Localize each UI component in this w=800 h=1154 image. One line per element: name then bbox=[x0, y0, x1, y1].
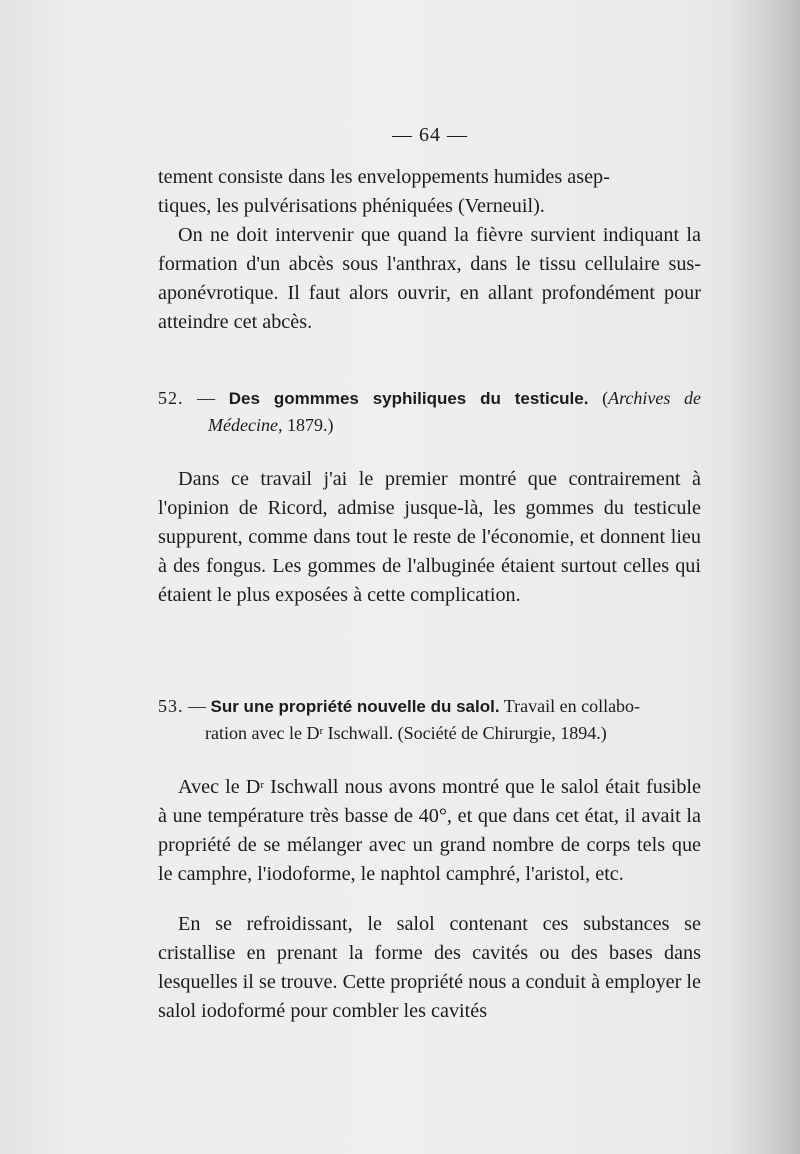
entry-description: Ischwall. (Société de Chirurgie, 1894.) bbox=[323, 723, 607, 743]
page-number: — 64 — bbox=[392, 124, 468, 146]
superscript: r bbox=[319, 725, 324, 737]
entry-line bbox=[158, 693, 701, 720]
text-run: Avec le D bbox=[178, 776, 261, 798]
bibliography-entry-53 bbox=[158, 693, 701, 747]
entry-dash: — bbox=[197, 388, 216, 408]
superscript: r bbox=[260, 779, 265, 791]
page-gutter-shadow bbox=[730, 0, 800, 1154]
paragraph-continuation bbox=[158, 163, 701, 221]
entry-number: 53. bbox=[158, 696, 184, 716]
paragraph-abscess: On ne doit intervenir que quand la fièvre survient indiquant la formation d'un abcès sous l'anthrax, dans le tissu cellulaire sus-aponévrotique. Il faut alors ouvrir, en allant profondément pour atteindre cet abcès. bbox=[158, 224, 701, 333]
entry-line bbox=[158, 720, 701, 747]
entry-dash: — bbox=[188, 696, 206, 716]
paragraph-line: tement consiste dans les enveloppements humides asep- bbox=[158, 166, 610, 188]
paragraph-entry-52: Dans ce travail j'ai le premier montré que contrairement à l'opinion de Ricord, admise jusque-là, les gommes du testicule suppurent, comme dans tout le reste de l'économie, et donnent lieu à des fongus. Les gommes de l'albuginée étaient surtout celles qui étaient le plus exposées à cette complication. bbox=[158, 468, 701, 606]
text-run: Ischwall nous avons montré que le salol était fusible à une température très basse de 40°, et que dans cet état, il avait la propriété de se mélanger avec un grand nombre de corps tels que le camphre, l'iodoforme, le naphtol camphré, l'aristol, etc. bbox=[158, 776, 701, 885]
paragraph-line: tiques, les pulvérisations phéniquées (Verneuil). bbox=[158, 195, 545, 217]
paragraph-salol-cristallise: En se refroidissant, le salol contenant ces substances se cristallise en prenant la forme des cavités ou des bases dans lesquelles il se trouve. Cette propriété nous a conduit à employer le salol iodoformé pour combler les cavités bbox=[158, 913, 701, 1022]
entry-source-year: 1879.) bbox=[286, 415, 334, 435]
entry-description: ration avec le D bbox=[205, 723, 320, 743]
entry-number: 52. bbox=[158, 388, 184, 408]
paragraph-salol-fusible bbox=[158, 773, 701, 889]
bibliography-entry-52 bbox=[158, 385, 701, 439]
entry-title: Des gommmes syphiliques du testicule. bbox=[228, 389, 589, 408]
entry-source-open: ( bbox=[602, 388, 609, 408]
entry-title: Sur une propriété nouvelle du salol. bbox=[210, 697, 500, 716]
entry-source-journal: Archives de Médecine, bbox=[208, 388, 702, 435]
entry-line bbox=[158, 385, 701, 439]
entry-description: Travail en collabo- bbox=[503, 696, 641, 716]
